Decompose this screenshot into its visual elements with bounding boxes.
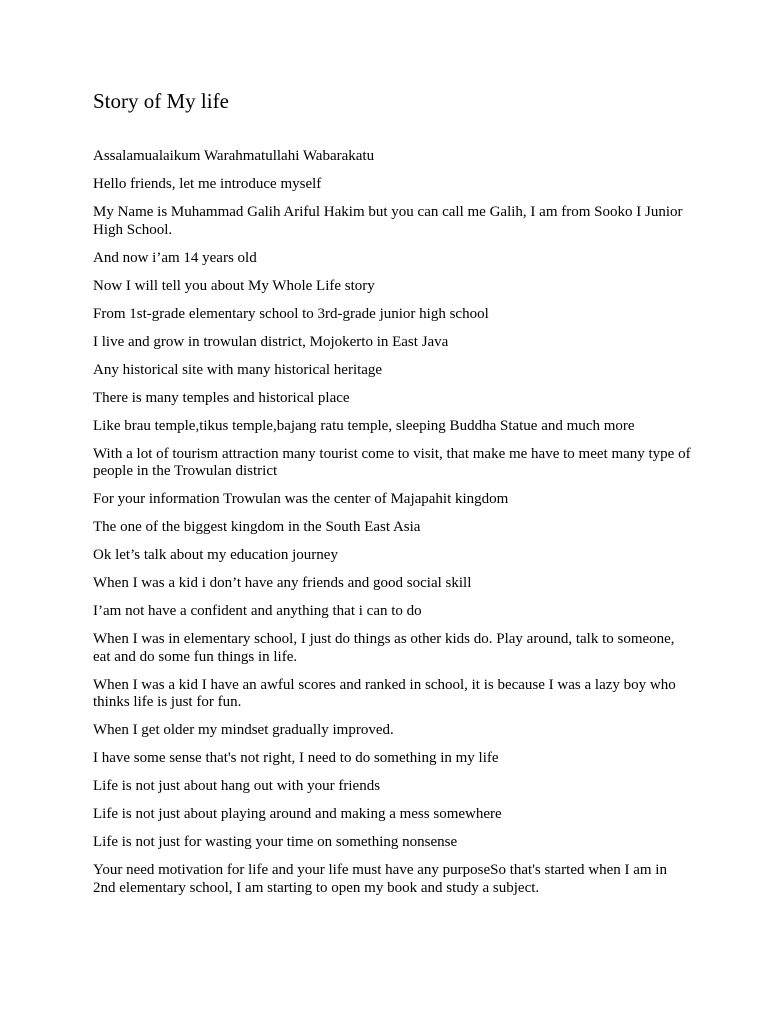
paragraph: Now I will tell you about My Whole Life story [93, 277, 375, 294]
paragraph: I have some sense that's not right, I need to do something in my life [93, 750, 499, 766]
paragraph: When I was a kid i don’t have any friends and good social skill [93, 575, 472, 591]
paragraph: My Name is Muhammad Galih Ariful Hakim but you can call me Galih, I am from Sooko I Junior High School. [93, 204, 683, 238]
paragraph: Hello friends, let me introduce myself [93, 176, 322, 192]
paragraph: When I was a kid I have an awful scores and ranked in school, it is because I was a lazy boy who thinks life is just for fun. [93, 676, 676, 710]
paragraph: Ok let’s talk about my education journey [93, 547, 338, 563]
paragraph: Assalamualaikum Warahmatullahi Wabarakatu [93, 148, 375, 164]
paragraph: Life is not just about playing around and making a mess somewhere [93, 806, 502, 822]
paragraph: When I get older my mindset gradually improved. [93, 722, 394, 738]
document-page [93, 88, 693, 908]
paragraph: Life is not just for wasting your time on something nonsense [93, 834, 458, 850]
paragraph: There is many temples and historical place [93, 389, 350, 406]
paragraph: Your need motivation for life and your life must have any purposeSo that's started when I am in 2nd elementary school, I am starting to open my book and study a subject. [93, 862, 667, 896]
paragraph: From 1st-grade elementary school to 3rd-grade junior high school [93, 305, 489, 322]
paragraph: When I was in elementary school, I just do things as other kids do. Play around, talk to someone, eat and do some fun things in life. [93, 631, 675, 665]
paragraph: The one of the biggest kingdom in the South East Asia [93, 519, 421, 535]
document-title: Story of My life [93, 89, 229, 113]
paragraph: With a lot of tourism attraction many tourist come to visit, that make me have to meet many type of people in the Trowulan district [93, 445, 691, 479]
document-body [93, 148, 693, 897]
paragraph: Any historical site with many historical heritage [93, 361, 383, 378]
paragraph: Life is not just about hang out with your friends [93, 778, 381, 794]
paragraph: And now i’am 14 years old [93, 249, 257, 266]
paragraph: Like brau temple,tikus temple,bajang ratu temple, sleeping Buddha Statue and much more [93, 417, 635, 434]
paragraph: I’am not have a confident and anything that i can to do [93, 603, 422, 619]
paragraph: For your information Trowulan was the center of Majapahit kingdom [93, 491, 509, 507]
paragraph: I live and grow in trowulan district, Mojokerto in East Java [93, 333, 449, 350]
